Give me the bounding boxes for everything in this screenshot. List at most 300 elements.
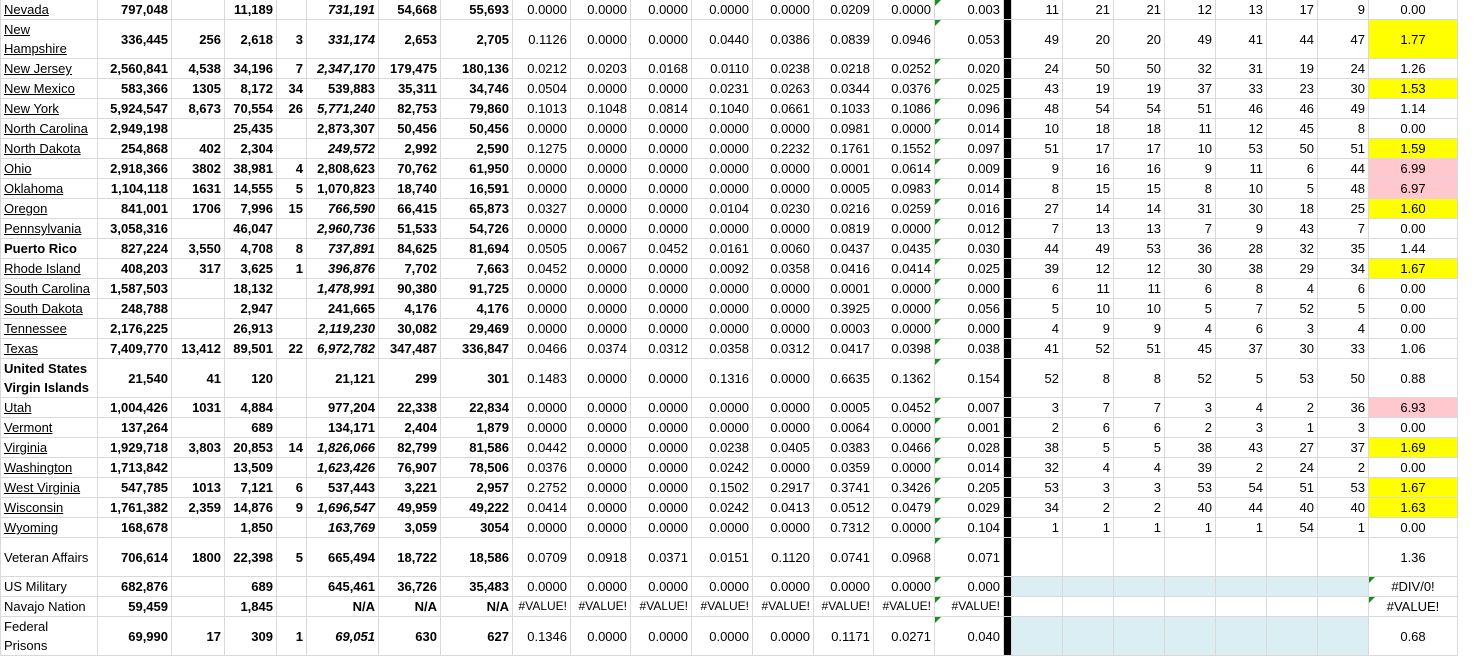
data-cell[interactable]: 0.0000 bbox=[692, 319, 753, 339]
rank-cell[interactable]: 14 bbox=[1114, 199, 1165, 219]
data-cell[interactable]: 0.0358 bbox=[753, 259, 814, 279]
rank-cell[interactable]: 4 bbox=[1318, 319, 1369, 339]
data-cell[interactable]: 61,950 bbox=[441, 159, 513, 179]
rank-cell[interactable] bbox=[1012, 597, 1063, 617]
data-cell[interactable]: 0.0344 bbox=[814, 79, 874, 99]
state-link[interactable]: Nevada bbox=[4, 2, 49, 17]
state-link[interactable]: South Carolina bbox=[4, 281, 90, 296]
data-cell[interactable]: 18,132 bbox=[225, 279, 277, 299]
data-cell[interactable]: 18,740 bbox=[379, 179, 441, 199]
rank-cell[interactable]: 3 bbox=[1114, 478, 1165, 498]
rank-cell[interactable]: 1 bbox=[1318, 518, 1369, 538]
data-cell[interactable]: 0.0000 bbox=[631, 0, 692, 20]
data-cell[interactable]: 4,884 bbox=[225, 398, 277, 418]
data-cell[interactable]: 2,653 bbox=[379, 20, 441, 59]
rank-cell[interactable]: 1 bbox=[1216, 518, 1267, 538]
rank-cell[interactable]: 53 bbox=[1165, 478, 1216, 498]
score-cell[interactable]: 1.63 bbox=[1369, 498, 1458, 518]
data-cell[interactable]: 76,907 bbox=[379, 458, 441, 478]
data-cell[interactable]: 317 bbox=[172, 259, 225, 279]
data-cell[interactable]: 2,957 bbox=[441, 478, 513, 498]
rank-cell[interactable] bbox=[1165, 538, 1216, 577]
rank-cell[interactable] bbox=[1318, 538, 1369, 577]
data-cell[interactable]: 0.0000 bbox=[513, 319, 571, 339]
data-cell[interactable]: 0.0000 bbox=[571, 259, 631, 279]
rank-cell[interactable]: 3 bbox=[1165, 398, 1216, 418]
data-cell[interactable]: 249,572 bbox=[307, 139, 379, 159]
rank-cell[interactable]: 9 bbox=[1216, 219, 1267, 239]
data-cell[interactable]: 3,221 bbox=[379, 478, 441, 498]
rank-cell[interactable]: 1 bbox=[1012, 518, 1063, 538]
score-cell[interactable]: 1.53 bbox=[1369, 79, 1458, 99]
data-cell[interactable]: 0.0000 bbox=[692, 299, 753, 319]
rank-cell[interactable]: 12 bbox=[1216, 119, 1267, 139]
data-cell[interactable]: 0.0359 bbox=[814, 458, 874, 478]
rank-cell[interactable]: 11 bbox=[1063, 279, 1114, 299]
data-cell[interactable]: 46,047 bbox=[225, 219, 277, 239]
rank-cell[interactable]: 53 bbox=[1267, 359, 1318, 398]
rank-cell[interactable]: 8 bbox=[1318, 119, 1369, 139]
data-cell[interactable]: 20,853 bbox=[225, 438, 277, 458]
data-cell[interactable] bbox=[172, 219, 225, 239]
data-cell[interactable]: 49,959 bbox=[379, 498, 441, 518]
data-cell[interactable]: 0.0216 bbox=[814, 199, 874, 219]
score-cell[interactable]: 0.88 bbox=[1369, 359, 1458, 398]
data-cell[interactable]: 1,929,718 bbox=[98, 438, 172, 458]
data-cell[interactable]: 0.097 bbox=[935, 139, 1004, 159]
data-cell[interactable]: 0.0000 bbox=[874, 299, 935, 319]
data-cell[interactable]: 0.0203 bbox=[571, 59, 631, 79]
data-cell[interactable] bbox=[277, 359, 307, 398]
data-cell[interactable]: 0.1033 bbox=[814, 99, 874, 119]
data-cell[interactable]: 0.1761 bbox=[814, 139, 874, 159]
rank-cell[interactable]: 40 bbox=[1165, 498, 1216, 518]
data-cell[interactable]: 841,001 bbox=[98, 199, 172, 219]
data-cell[interactable]: 2,873,307 bbox=[307, 119, 379, 139]
row-name-cell[interactable] bbox=[1, 418, 98, 438]
data-cell[interactable]: 0.0000 bbox=[513, 219, 571, 239]
data-cell[interactable]: 1631 bbox=[172, 179, 225, 199]
data-cell[interactable] bbox=[172, 418, 225, 438]
data-cell[interactable]: 0.1275 bbox=[513, 139, 571, 159]
rank-cell[interactable]: 3 bbox=[1216, 418, 1267, 438]
rank-cell[interactable]: 15 bbox=[1114, 179, 1165, 199]
data-cell[interactable]: 539,883 bbox=[307, 79, 379, 99]
rank-cell[interactable]: 6 bbox=[1318, 279, 1369, 299]
data-cell[interactable]: 81,586 bbox=[441, 438, 513, 458]
rank-cell[interactable]: 13 bbox=[1114, 219, 1165, 239]
data-cell[interactable]: 0.0000 bbox=[874, 319, 935, 339]
data-cell[interactable]: 1,696,547 bbox=[307, 498, 379, 518]
rank-cell[interactable]: 9 bbox=[1318, 0, 1369, 20]
data-cell[interactable]: 18,722 bbox=[379, 538, 441, 577]
row-name-cell[interactable] bbox=[1, 458, 98, 478]
rank-cell[interactable]: 49 bbox=[1318, 99, 1369, 119]
score-cell[interactable]: 1.36 bbox=[1369, 538, 1458, 577]
data-cell[interactable]: 1,713,842 bbox=[98, 458, 172, 478]
rank-cell[interactable]: 13 bbox=[1063, 219, 1114, 239]
row-name-cell[interactable] bbox=[1, 538, 98, 577]
rank-cell[interactable]: 14 bbox=[1063, 199, 1114, 219]
data-cell[interactable]: 0.0440 bbox=[692, 20, 753, 59]
data-cell[interactable]: 14,555 bbox=[225, 179, 277, 199]
rank-cell[interactable] bbox=[1216, 597, 1267, 617]
rank-cell[interactable]: 6 bbox=[1012, 279, 1063, 299]
rank-cell[interactable]: 44 bbox=[1318, 159, 1369, 179]
rank-cell[interactable]: 12 bbox=[1165, 0, 1216, 20]
data-cell[interactable]: 645,461 bbox=[307, 577, 379, 597]
rank-cell[interactable]: 36 bbox=[1165, 239, 1216, 259]
data-cell[interactable]: 0.0000 bbox=[571, 617, 631, 656]
data-cell[interactable]: 0.0371 bbox=[631, 538, 692, 577]
rank-cell[interactable]: 23 bbox=[1267, 79, 1318, 99]
data-cell[interactable]: #VALUE! bbox=[753, 597, 814, 617]
data-cell[interactable]: 0.0000 bbox=[753, 219, 814, 239]
rank-cell[interactable]: 8 bbox=[1114, 359, 1165, 398]
data-cell[interactable]: 0.0000 bbox=[753, 398, 814, 418]
data-cell[interactable]: 0.1483 bbox=[513, 359, 571, 398]
rank-cell[interactable] bbox=[1318, 577, 1369, 597]
data-cell[interactable]: 66,415 bbox=[379, 199, 441, 219]
data-cell[interactable]: 0.0000 bbox=[753, 319, 814, 339]
rank-cell[interactable]: 4 bbox=[1165, 319, 1216, 339]
data-cell[interactable]: 0.0238 bbox=[753, 59, 814, 79]
rank-cell[interactable] bbox=[1267, 577, 1318, 597]
data-cell[interactable]: 50,456 bbox=[379, 119, 441, 139]
data-cell[interactable]: 8 bbox=[277, 239, 307, 259]
data-cell[interactable]: 0.0000 bbox=[631, 139, 692, 159]
state-link[interactable]: Virginia bbox=[4, 440, 48, 455]
data-cell[interactable]: 69,990 bbox=[98, 617, 172, 656]
data-cell[interactable]: 0.0000 bbox=[571, 438, 631, 458]
rank-cell[interactable]: 5 bbox=[1063, 438, 1114, 458]
rank-cell[interactable] bbox=[1114, 617, 1165, 656]
data-cell[interactable]: 0.1316 bbox=[692, 359, 753, 398]
rank-cell[interactable]: 6 bbox=[1267, 159, 1318, 179]
data-cell[interactable]: 50,456 bbox=[441, 119, 513, 139]
data-cell[interactable]: 0.0168 bbox=[631, 59, 692, 79]
data-cell[interactable]: 1,623,426 bbox=[307, 458, 379, 478]
data-cell[interactable]: 0.0001 bbox=[814, 279, 874, 299]
state-link[interactable]: Pennsylvania bbox=[4, 221, 82, 236]
rank-cell[interactable] bbox=[1267, 597, 1318, 617]
data-cell[interactable]: 0.0000 bbox=[631, 418, 692, 438]
rank-cell[interactable] bbox=[1114, 538, 1165, 577]
data-cell[interactable]: 537,443 bbox=[307, 478, 379, 498]
state-link[interactable]: New Jersey bbox=[4, 61, 72, 76]
data-cell[interactable]: 2,618 bbox=[225, 20, 277, 59]
rank-cell[interactable]: 7 bbox=[1063, 398, 1114, 418]
data-cell[interactable]: 0.0741 bbox=[814, 538, 874, 577]
data-cell[interactable]: 0.0417 bbox=[814, 339, 874, 359]
score-cell[interactable]: 1.59 bbox=[1369, 139, 1458, 159]
data-cell[interactable] bbox=[277, 418, 307, 438]
data-cell[interactable]: 0.0358 bbox=[692, 339, 753, 359]
data-cell[interactable]: 4,538 bbox=[172, 59, 225, 79]
rank-cell[interactable]: 35 bbox=[1318, 239, 1369, 259]
data-cell[interactable]: 22,398 bbox=[225, 538, 277, 577]
data-cell[interactable] bbox=[277, 139, 307, 159]
data-cell[interactable]: 3,625 bbox=[225, 259, 277, 279]
data-cell[interactable] bbox=[172, 0, 225, 20]
rank-cell[interactable]: 30 bbox=[1216, 199, 1267, 219]
data-cell[interactable]: 347,487 bbox=[379, 339, 441, 359]
data-cell[interactable] bbox=[172, 299, 225, 319]
rank-cell[interactable] bbox=[1165, 577, 1216, 597]
data-cell[interactable]: 689 bbox=[225, 418, 277, 438]
data-cell[interactable]: 79,860 bbox=[441, 99, 513, 119]
data-cell[interactable]: 0.0981 bbox=[814, 119, 874, 139]
data-cell[interactable]: 0.0000 bbox=[753, 458, 814, 478]
data-cell[interactable]: 0.0000 bbox=[753, 359, 814, 398]
data-cell[interactable]: 120 bbox=[225, 359, 277, 398]
data-cell[interactable]: 0.0151 bbox=[692, 538, 753, 577]
data-cell[interactable]: 0.0000 bbox=[571, 219, 631, 239]
data-cell[interactable]: 0.016 bbox=[935, 199, 1004, 219]
rank-cell[interactable] bbox=[1318, 597, 1369, 617]
row-name-cell[interactable] bbox=[1, 59, 98, 79]
rank-cell[interactable]: 32 bbox=[1267, 239, 1318, 259]
data-cell[interactable]: 0.0064 bbox=[814, 418, 874, 438]
score-cell[interactable]: 0.00 bbox=[1369, 299, 1458, 319]
data-cell[interactable]: 0.0000 bbox=[753, 279, 814, 299]
data-cell[interactable]: 0.0918 bbox=[571, 538, 631, 577]
rank-cell[interactable]: 44 bbox=[1267, 20, 1318, 59]
data-cell[interactable]: 0.0504 bbox=[513, 79, 571, 99]
data-cell[interactable]: 0.0000 bbox=[513, 0, 571, 20]
rank-cell[interactable] bbox=[1267, 538, 1318, 577]
data-cell[interactable]: 3,059 bbox=[379, 518, 441, 538]
rank-cell[interactable]: 2 bbox=[1012, 418, 1063, 438]
rank-cell[interactable]: 9 bbox=[1063, 319, 1114, 339]
data-cell[interactable]: 0.0000 bbox=[631, 478, 692, 498]
data-cell[interactable]: 1305 bbox=[172, 79, 225, 99]
data-cell[interactable]: 1 bbox=[277, 617, 307, 656]
data-cell[interactable]: 1031 bbox=[172, 398, 225, 418]
score-cell[interactable]: 0.00 bbox=[1369, 279, 1458, 299]
data-cell[interactable]: 0.0000 bbox=[874, 518, 935, 538]
rank-cell[interactable]: 37 bbox=[1318, 438, 1369, 458]
rank-cell[interactable]: 49 bbox=[1063, 239, 1114, 259]
data-cell[interactable]: 0.025 bbox=[935, 259, 1004, 279]
state-link[interactable]: Oregon bbox=[4, 201, 48, 216]
data-cell[interactable]: 0.000 bbox=[935, 577, 1004, 597]
data-cell[interactable]: 0.0000 bbox=[631, 179, 692, 199]
data-cell[interactable]: 0.0983 bbox=[874, 179, 935, 199]
data-cell[interactable]: 2,918,366 bbox=[98, 159, 172, 179]
rank-cell[interactable]: 46 bbox=[1267, 99, 1318, 119]
data-cell[interactable]: 0.014 bbox=[935, 179, 1004, 199]
data-cell[interactable]: 248,788 bbox=[98, 299, 172, 319]
data-cell[interactable]: 5,771,240 bbox=[307, 99, 379, 119]
data-cell[interactable]: 0.0000 bbox=[571, 20, 631, 59]
data-cell[interactable]: 0.0000 bbox=[513, 299, 571, 319]
data-cell[interactable]: 0.0000 bbox=[874, 577, 935, 597]
data-cell[interactable]: 168,678 bbox=[98, 518, 172, 538]
score-cell[interactable]: 0.00 bbox=[1369, 319, 1458, 339]
score-cell[interactable]: 6.99 bbox=[1369, 159, 1458, 179]
data-cell[interactable]: 0.0000 bbox=[874, 279, 935, 299]
data-cell[interactable]: 336,445 bbox=[98, 20, 172, 59]
data-cell[interactable]: 0.2752 bbox=[513, 478, 571, 498]
row-name-cell[interactable] bbox=[1, 478, 98, 498]
rank-cell[interactable]: 27 bbox=[1012, 199, 1063, 219]
rank-cell[interactable]: 11 bbox=[1012, 0, 1063, 20]
data-cell[interactable]: 0.0000 bbox=[571, 319, 631, 339]
data-cell[interactable]: 737,891 bbox=[307, 239, 379, 259]
data-cell[interactable] bbox=[277, 279, 307, 299]
rank-cell[interactable]: 10 bbox=[1216, 179, 1267, 199]
data-cell[interactable]: N/A bbox=[379, 597, 441, 617]
data-cell[interactable]: 0.0416 bbox=[814, 259, 874, 279]
data-cell[interactable]: 78,506 bbox=[441, 458, 513, 478]
score-cell[interactable]: 0.00 bbox=[1369, 219, 1458, 239]
data-cell[interactable]: 0.0000 bbox=[692, 577, 753, 597]
data-cell[interactable]: 38,981 bbox=[225, 159, 277, 179]
data-cell[interactable]: 0.0000 bbox=[571, 299, 631, 319]
rank-cell[interactable]: 9 bbox=[1165, 159, 1216, 179]
rank-cell[interactable]: 8 bbox=[1012, 179, 1063, 199]
data-cell[interactable]: 408,203 bbox=[98, 259, 172, 279]
state-link[interactable]: Wyoming bbox=[4, 520, 59, 535]
data-cell[interactable]: 6 bbox=[277, 478, 307, 498]
rank-cell[interactable]: 24 bbox=[1012, 59, 1063, 79]
data-cell[interactable]: 14 bbox=[277, 438, 307, 458]
rank-cell[interactable]: 33 bbox=[1216, 79, 1267, 99]
data-cell[interactable]: 179,475 bbox=[379, 59, 441, 79]
rank-cell[interactable]: 53 bbox=[1012, 478, 1063, 498]
data-cell[interactable] bbox=[277, 398, 307, 418]
data-cell[interactable]: 0.071 bbox=[935, 538, 1004, 577]
rank-cell[interactable]: 9 bbox=[1012, 159, 1063, 179]
rank-cell[interactable]: 50 bbox=[1114, 59, 1165, 79]
state-link[interactable]: New Hampshire bbox=[4, 22, 67, 56]
state-link[interactable]: Texas bbox=[4, 341, 38, 356]
rank-cell[interactable]: 49 bbox=[1012, 20, 1063, 59]
data-cell[interactable]: 0.0398 bbox=[874, 339, 935, 359]
data-cell[interactable]: 0.0000 bbox=[753, 179, 814, 199]
rank-cell[interactable]: 2 bbox=[1114, 498, 1165, 518]
data-cell[interactable]: 3,550 bbox=[172, 239, 225, 259]
data-cell[interactable]: 3,803 bbox=[172, 438, 225, 458]
data-cell[interactable]: 0.0000 bbox=[631, 259, 692, 279]
data-cell[interactable]: 2,590 bbox=[441, 139, 513, 159]
score-cell[interactable]: 0.00 bbox=[1369, 518, 1458, 538]
state-link[interactable]: North Carolina bbox=[4, 121, 88, 136]
data-cell[interactable]: 82,799 bbox=[379, 438, 441, 458]
score-cell[interactable]: 1.60 bbox=[1369, 199, 1458, 219]
score-cell[interactable]: 1.69 bbox=[1369, 438, 1458, 458]
data-cell[interactable]: 0.0000 bbox=[874, 119, 935, 139]
rank-cell[interactable] bbox=[1318, 617, 1369, 656]
data-cell[interactable]: 0.009 bbox=[935, 159, 1004, 179]
data-cell[interactable]: 2,960,736 bbox=[307, 219, 379, 239]
rank-cell[interactable]: 2 bbox=[1267, 398, 1318, 418]
rank-cell[interactable]: 38 bbox=[1165, 438, 1216, 458]
rank-cell[interactable] bbox=[1216, 617, 1267, 656]
data-cell[interactable]: 0.0000 bbox=[692, 398, 753, 418]
rank-cell[interactable]: 8 bbox=[1063, 359, 1114, 398]
rank-cell[interactable] bbox=[1114, 597, 1165, 617]
data-cell[interactable] bbox=[277, 518, 307, 538]
rank-cell[interactable]: 20 bbox=[1114, 20, 1165, 59]
rank-cell[interactable] bbox=[1216, 577, 1267, 597]
rank-cell[interactable]: 9 bbox=[1114, 319, 1165, 339]
rank-cell[interactable]: 3 bbox=[1012, 398, 1063, 418]
score-cell[interactable]: 0.00 bbox=[1369, 119, 1458, 139]
rank-cell[interactable]: 5 bbox=[1165, 299, 1216, 319]
data-cell[interactable]: 36,726 bbox=[379, 577, 441, 597]
data-cell[interactable] bbox=[277, 119, 307, 139]
rank-cell[interactable]: 44 bbox=[1012, 239, 1063, 259]
data-cell[interactable]: 0.0000 bbox=[874, 0, 935, 20]
score-cell[interactable]: 1.44 bbox=[1369, 239, 1458, 259]
row-name-cell[interactable] bbox=[1, 299, 98, 319]
data-cell[interactable]: 0.0000 bbox=[571, 498, 631, 518]
rank-cell[interactable]: 10 bbox=[1114, 299, 1165, 319]
data-cell[interactable]: 0.030 bbox=[935, 239, 1004, 259]
data-cell[interactable]: 0.0110 bbox=[692, 59, 753, 79]
data-cell[interactable]: 3054 bbox=[441, 518, 513, 538]
rank-cell[interactable] bbox=[1165, 617, 1216, 656]
data-cell[interactable]: 0.053 bbox=[935, 20, 1004, 59]
data-cell[interactable]: 0.0000 bbox=[571, 199, 631, 219]
data-cell[interactable]: 0.0000 bbox=[631, 279, 692, 299]
data-cell[interactable]: 0.0259 bbox=[874, 199, 935, 219]
rank-cell[interactable]: 45 bbox=[1267, 119, 1318, 139]
rank-cell[interactable]: 1 bbox=[1063, 518, 1114, 538]
data-cell[interactable]: 3802 bbox=[172, 159, 225, 179]
row-name-cell[interactable] bbox=[1, 398, 98, 418]
rank-cell[interactable]: 5 bbox=[1216, 359, 1267, 398]
data-cell[interactable]: 0.0161 bbox=[692, 239, 753, 259]
data-cell[interactable]: 41 bbox=[172, 359, 225, 398]
rank-cell[interactable]: 53 bbox=[1114, 239, 1165, 259]
data-cell[interactable]: 0.040 bbox=[935, 617, 1004, 656]
rank-cell[interactable]: 18 bbox=[1063, 119, 1114, 139]
data-cell[interactable]: 0.0000 bbox=[753, 0, 814, 20]
data-cell[interactable]: 0.0437 bbox=[814, 239, 874, 259]
data-cell[interactable]: 0.0383 bbox=[814, 438, 874, 458]
data-cell[interactable]: 7,663 bbox=[441, 259, 513, 279]
data-cell[interactable]: 0.0000 bbox=[571, 398, 631, 418]
data-cell[interactable]: 0.1362 bbox=[874, 359, 935, 398]
rank-cell[interactable] bbox=[1012, 538, 1063, 577]
data-cell[interactable]: 0.0060 bbox=[753, 239, 814, 259]
data-cell[interactable]: 0.0000 bbox=[753, 119, 814, 139]
data-cell[interactable]: 7,409,770 bbox=[98, 339, 172, 359]
data-cell[interactable]: 0.0466 bbox=[874, 438, 935, 458]
data-cell[interactable] bbox=[277, 299, 307, 319]
rank-cell[interactable]: 52 bbox=[1165, 359, 1216, 398]
data-cell[interactable]: 0.0231 bbox=[692, 79, 753, 99]
data-cell[interactable]: 0.0452 bbox=[513, 259, 571, 279]
data-cell[interactable]: 1,478,991 bbox=[307, 279, 379, 299]
rank-cell[interactable]: 38 bbox=[1216, 259, 1267, 279]
data-cell[interactable]: 0.104 bbox=[935, 518, 1004, 538]
data-cell[interactable]: 0.0000 bbox=[692, 518, 753, 538]
data-cell[interactable]: 0.2232 bbox=[753, 139, 814, 159]
rank-cell[interactable]: 36 bbox=[1318, 398, 1369, 418]
row-name-cell[interactable] bbox=[1, 179, 98, 199]
rank-cell[interactable]: 1 bbox=[1267, 418, 1318, 438]
rank-cell[interactable] bbox=[1012, 577, 1063, 597]
data-cell[interactable]: 180,136 bbox=[441, 59, 513, 79]
data-cell[interactable]: 69,051 bbox=[307, 617, 379, 656]
data-cell[interactable]: 256 bbox=[172, 20, 225, 59]
score-cell[interactable]: 0.00 bbox=[1369, 418, 1458, 438]
data-cell[interactable]: 0.1120 bbox=[753, 538, 814, 577]
